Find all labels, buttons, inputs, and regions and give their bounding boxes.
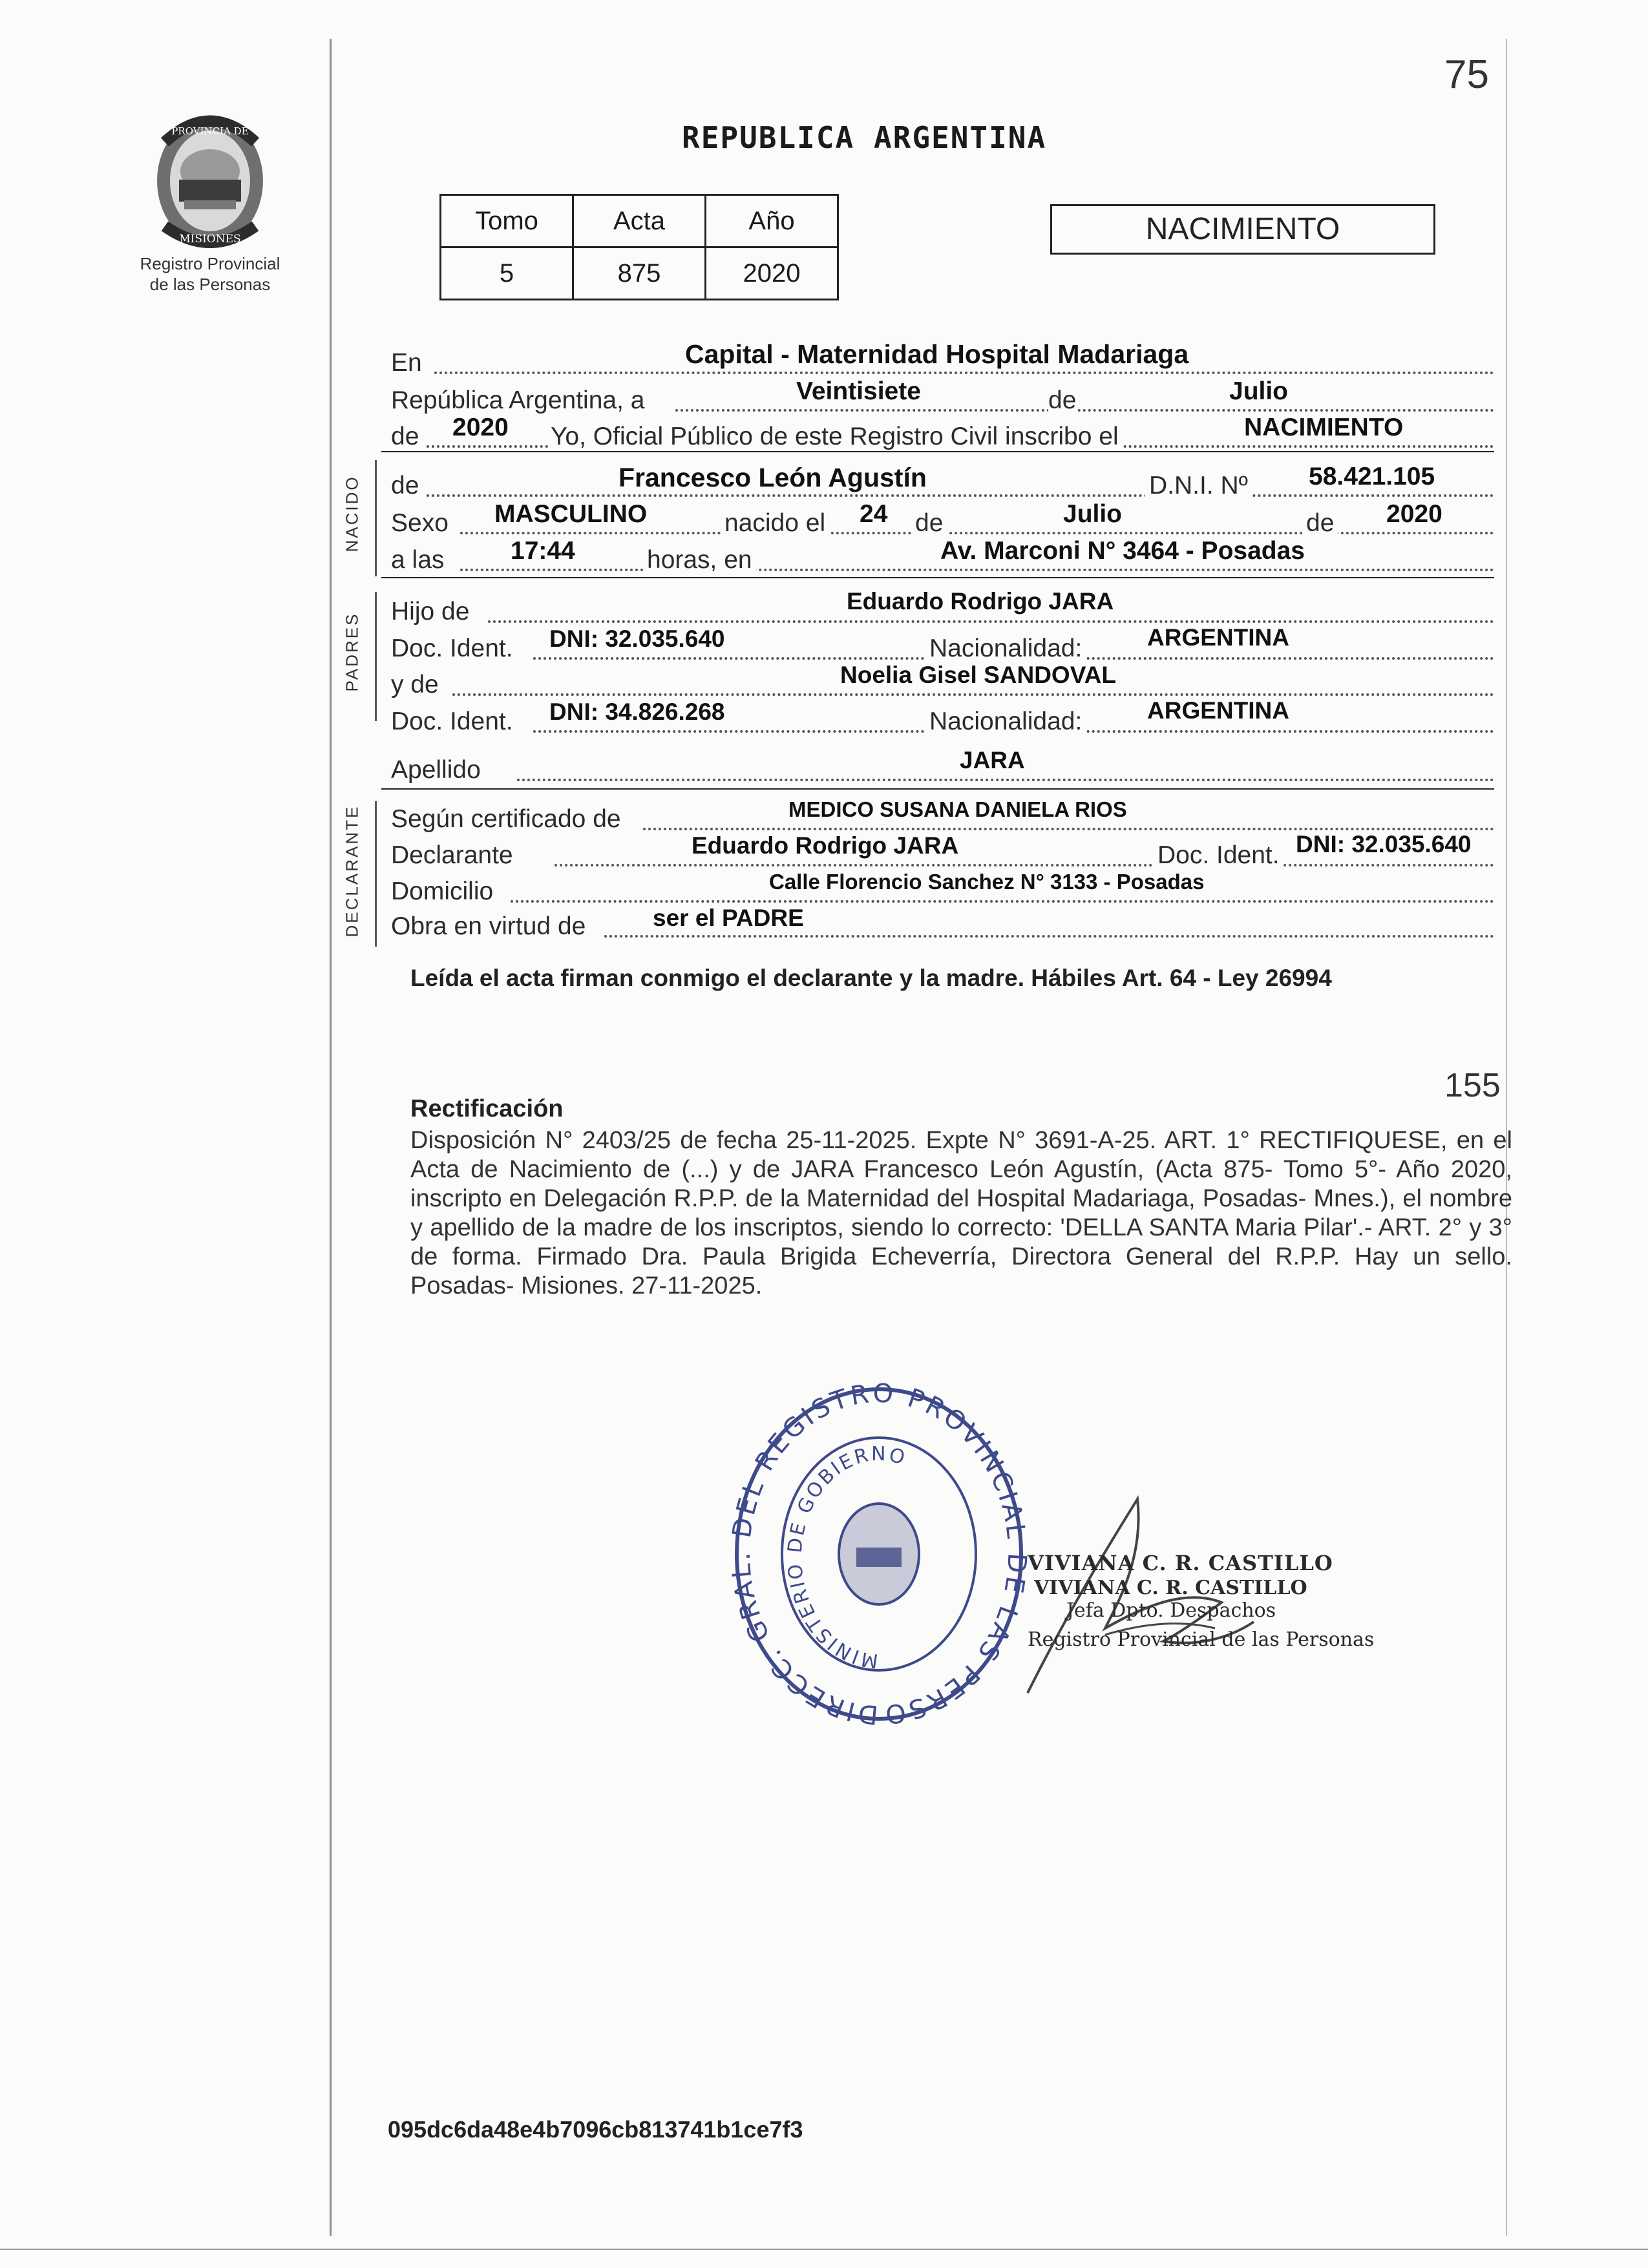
a-las-label: a las [391, 546, 445, 574]
obra-label: Obra en virtud de [391, 912, 586, 940]
rectification-body: Disposición N° 2403/25 de fecha 25-11-2025. Expte N° 3691-A-25. ART. 1° RECTIFIQUESE, en el Acta de Nacimiento de (...) y de JARA Francesco León Agustín, (Acta 875- Tomo 5°- Año 2020, inscripto en Delegación R.P.P. de la Maternidad del Hospital Madariaga, Posadas- Mnes.), el nombre y apellido de la madre de los inscriptos, siendo lo correcto: 'DELLA SANTA Maria Pilar'.- ART. 2° y 3° de forma. Firmado Dra. Paula Brigida Echeverría, Directora General del R.P.P. Hay un sello. Posadas- Misiones. 27-11-2025. [410, 1127, 1512, 1299]
nacido-label: nacido el [721, 509, 829, 538]
dotted-line [555, 864, 1494, 866]
signer-office: Registro Provincial de las Personas [1028, 1628, 1375, 1651]
seal-bottom-text: MISIONES [179, 233, 241, 246]
dotted-line [517, 779, 1494, 781]
dotted-line [604, 935, 1494, 938]
signer-name-line2-repeat: VIVIANA C. R. CASTILLO [1034, 1577, 1307, 1599]
de2-label: de [391, 423, 419, 450]
mother-nat-value: ARGENTINA [1147, 697, 1289, 724]
section-divider [381, 577, 1494, 578]
birth-year-value: 2020 [1386, 500, 1442, 528]
obra-value: ser el PADRE [653, 905, 804, 931]
record-table-header: Año [706, 195, 838, 247]
mother-name-value: Noelia Gisel SANDOVAL [840, 662, 1116, 688]
bottom-border [0, 2249, 1648, 2250]
registry-name [110, 253, 310, 295]
dotted-line [434, 372, 1494, 374]
father-nat-label: Nacionalidad: [925, 635, 1086, 663]
hijo-label: Hijo de [391, 598, 470, 625]
registry-name-line1: Registro Provincial [140, 254, 280, 273]
declarante-doc-value: DNI: 32.035.640 [1296, 831, 1472, 857]
month-value: Julio [1229, 377, 1289, 405]
tomo-value: 5 [441, 247, 573, 300]
anio-value: 2020 [706, 247, 838, 300]
father-nat-value: ARGENTINA [1147, 624, 1289, 651]
father-doc-label: Doc. Ident. [391, 635, 513, 662]
margin-line [330, 39, 332, 2236]
signer-title: Jefa Dpto. Despachos [1066, 1599, 1276, 1622]
child-dni-value: 58.421.105 [1309, 463, 1435, 490]
domicilio-value: Calle Florencio Sanchez N° 3133 - Posadas [769, 870, 1205, 894]
record-table-header: Acta [573, 195, 706, 247]
section-divider [381, 451, 1494, 452]
section-divider [381, 788, 1494, 790]
dotted-line [675, 409, 1494, 412]
record-table-header: Tomo [441, 195, 573, 247]
year-value: 2020 [452, 414, 509, 441]
father-doc-value: DNI: 32.035.640 [549, 625, 725, 652]
stamp-inner-text: MINISTERIO DE GOBIERNO [783, 1442, 909, 1672]
birth-de-label: de [911, 509, 947, 538]
padres-section-label: PADRES [342, 612, 362, 692]
dotted-line [460, 569, 1494, 571]
record-table [439, 194, 839, 300]
dotted-line [452, 693, 1494, 696]
section-bar [375, 592, 377, 721]
domicilio-label: Domicilio [391, 877, 494, 905]
mother-nat-label: Nacionalidad: [925, 708, 1086, 736]
dotted-line [643, 828, 1494, 830]
provincial-seal-icon [139, 103, 281, 252]
mother-doc-label: Doc. Ident. [391, 708, 513, 735]
en-label: En [391, 349, 422, 377]
horas-label: horas, en [643, 546, 756, 574]
dotted-line [460, 532, 1494, 534]
apellido-value: JARA [960, 747, 1025, 773]
de-label: de [1048, 386, 1077, 414]
signer-name-line1: VIVIANA C. R. CASTILLO [1028, 1551, 1333, 1575]
dni-label: D.N.I. Nº [1145, 472, 1252, 500]
section-bar [375, 460, 377, 576]
record-type-box: NACIMIENTO [1050, 204, 1435, 255]
closing-text: Leída el acta firman conmigo el declarante y la madre. Hábiles Art. 64 - Ley 26994 [410, 965, 1332, 991]
nacido-section-label: NACIDO [342, 475, 362, 552]
cert-value: MEDICO SUSANA DANIELA RIOS [788, 797, 1127, 821]
registry-name-line2: de las Personas [149, 275, 271, 294]
y-de-label: y de [391, 671, 439, 698]
sexo-value: MASCULINO [494, 500, 648, 528]
page-number: 75 [1444, 52, 1489, 97]
dotted-line [511, 900, 1494, 903]
document-title: REPUBLICA ARGENTINA [682, 120, 1047, 155]
birth-time-value: 17:44 [511, 537, 575, 565]
declarante-section-label: DECLARANTE [342, 804, 362, 938]
cert-label: Según certificado de [391, 805, 621, 833]
country-label: República Argentina, a [391, 386, 645, 414]
declarante-doc-label: Doc. Ident. [1154, 841, 1284, 870]
birth-day-value: 24 [860, 500, 888, 528]
father-name-value: Eduardo Rodrigo JARA [847, 588, 1114, 614]
dotted-line [488, 620, 1494, 623]
born-de-label: de [391, 472, 419, 499]
mother-doc-value: DNI: 34.826.268 [549, 698, 725, 725]
seal-top-text: PROVINCIA DE [171, 125, 249, 137]
official-stamp [724, 1383, 1034, 1745]
signer-block [1028, 1551, 1374, 1651]
birth-de2-label: de [1302, 509, 1338, 538]
acta-value: 875 [573, 247, 706, 300]
sexo-label: Sexo [391, 509, 449, 537]
document-hash: 095dc6da48e4b7096cb813741b1ce7f3 [388, 2116, 803, 2143]
record-table-value-row [441, 247, 838, 300]
declarante-label: Declarante [391, 841, 513, 869]
day-text-value: Veintisiete [796, 377, 921, 405]
rectification-title: Rectificación [410, 1095, 564, 1122]
dotted-line [427, 494, 1494, 497]
official-text: Yo, Oficial Público de este Registro Civil inscribo el [551, 423, 1123, 451]
act-type-value: NACIMIENTO [1244, 414, 1404, 441]
birth-address-value: Av. Marconi N° 3464 - Posadas [940, 537, 1305, 565]
stamp-ring-text: DIRECC. GRAL. DEL REGISTRO PROVINCIAL DE LAS PERSO [726, 1383, 1032, 1730]
child-name-value: Francesco León Agustín [618, 463, 927, 492]
stamp-seal-icon [724, 1383, 1034, 1745]
rectification-number: 155 [1444, 1067, 1501, 1104]
record-table-header-row [441, 195, 838, 247]
section-bar [375, 801, 377, 947]
birth-month-value: Julio [1063, 500, 1123, 528]
registry-seal [139, 103, 281, 252]
declarante-name-value: Eduardo Rodrigo JARA [692, 832, 959, 859]
apellido-label: Apellido [391, 756, 481, 784]
place-value: Capital - Maternidad Hospital Madariaga [685, 339, 1189, 369]
